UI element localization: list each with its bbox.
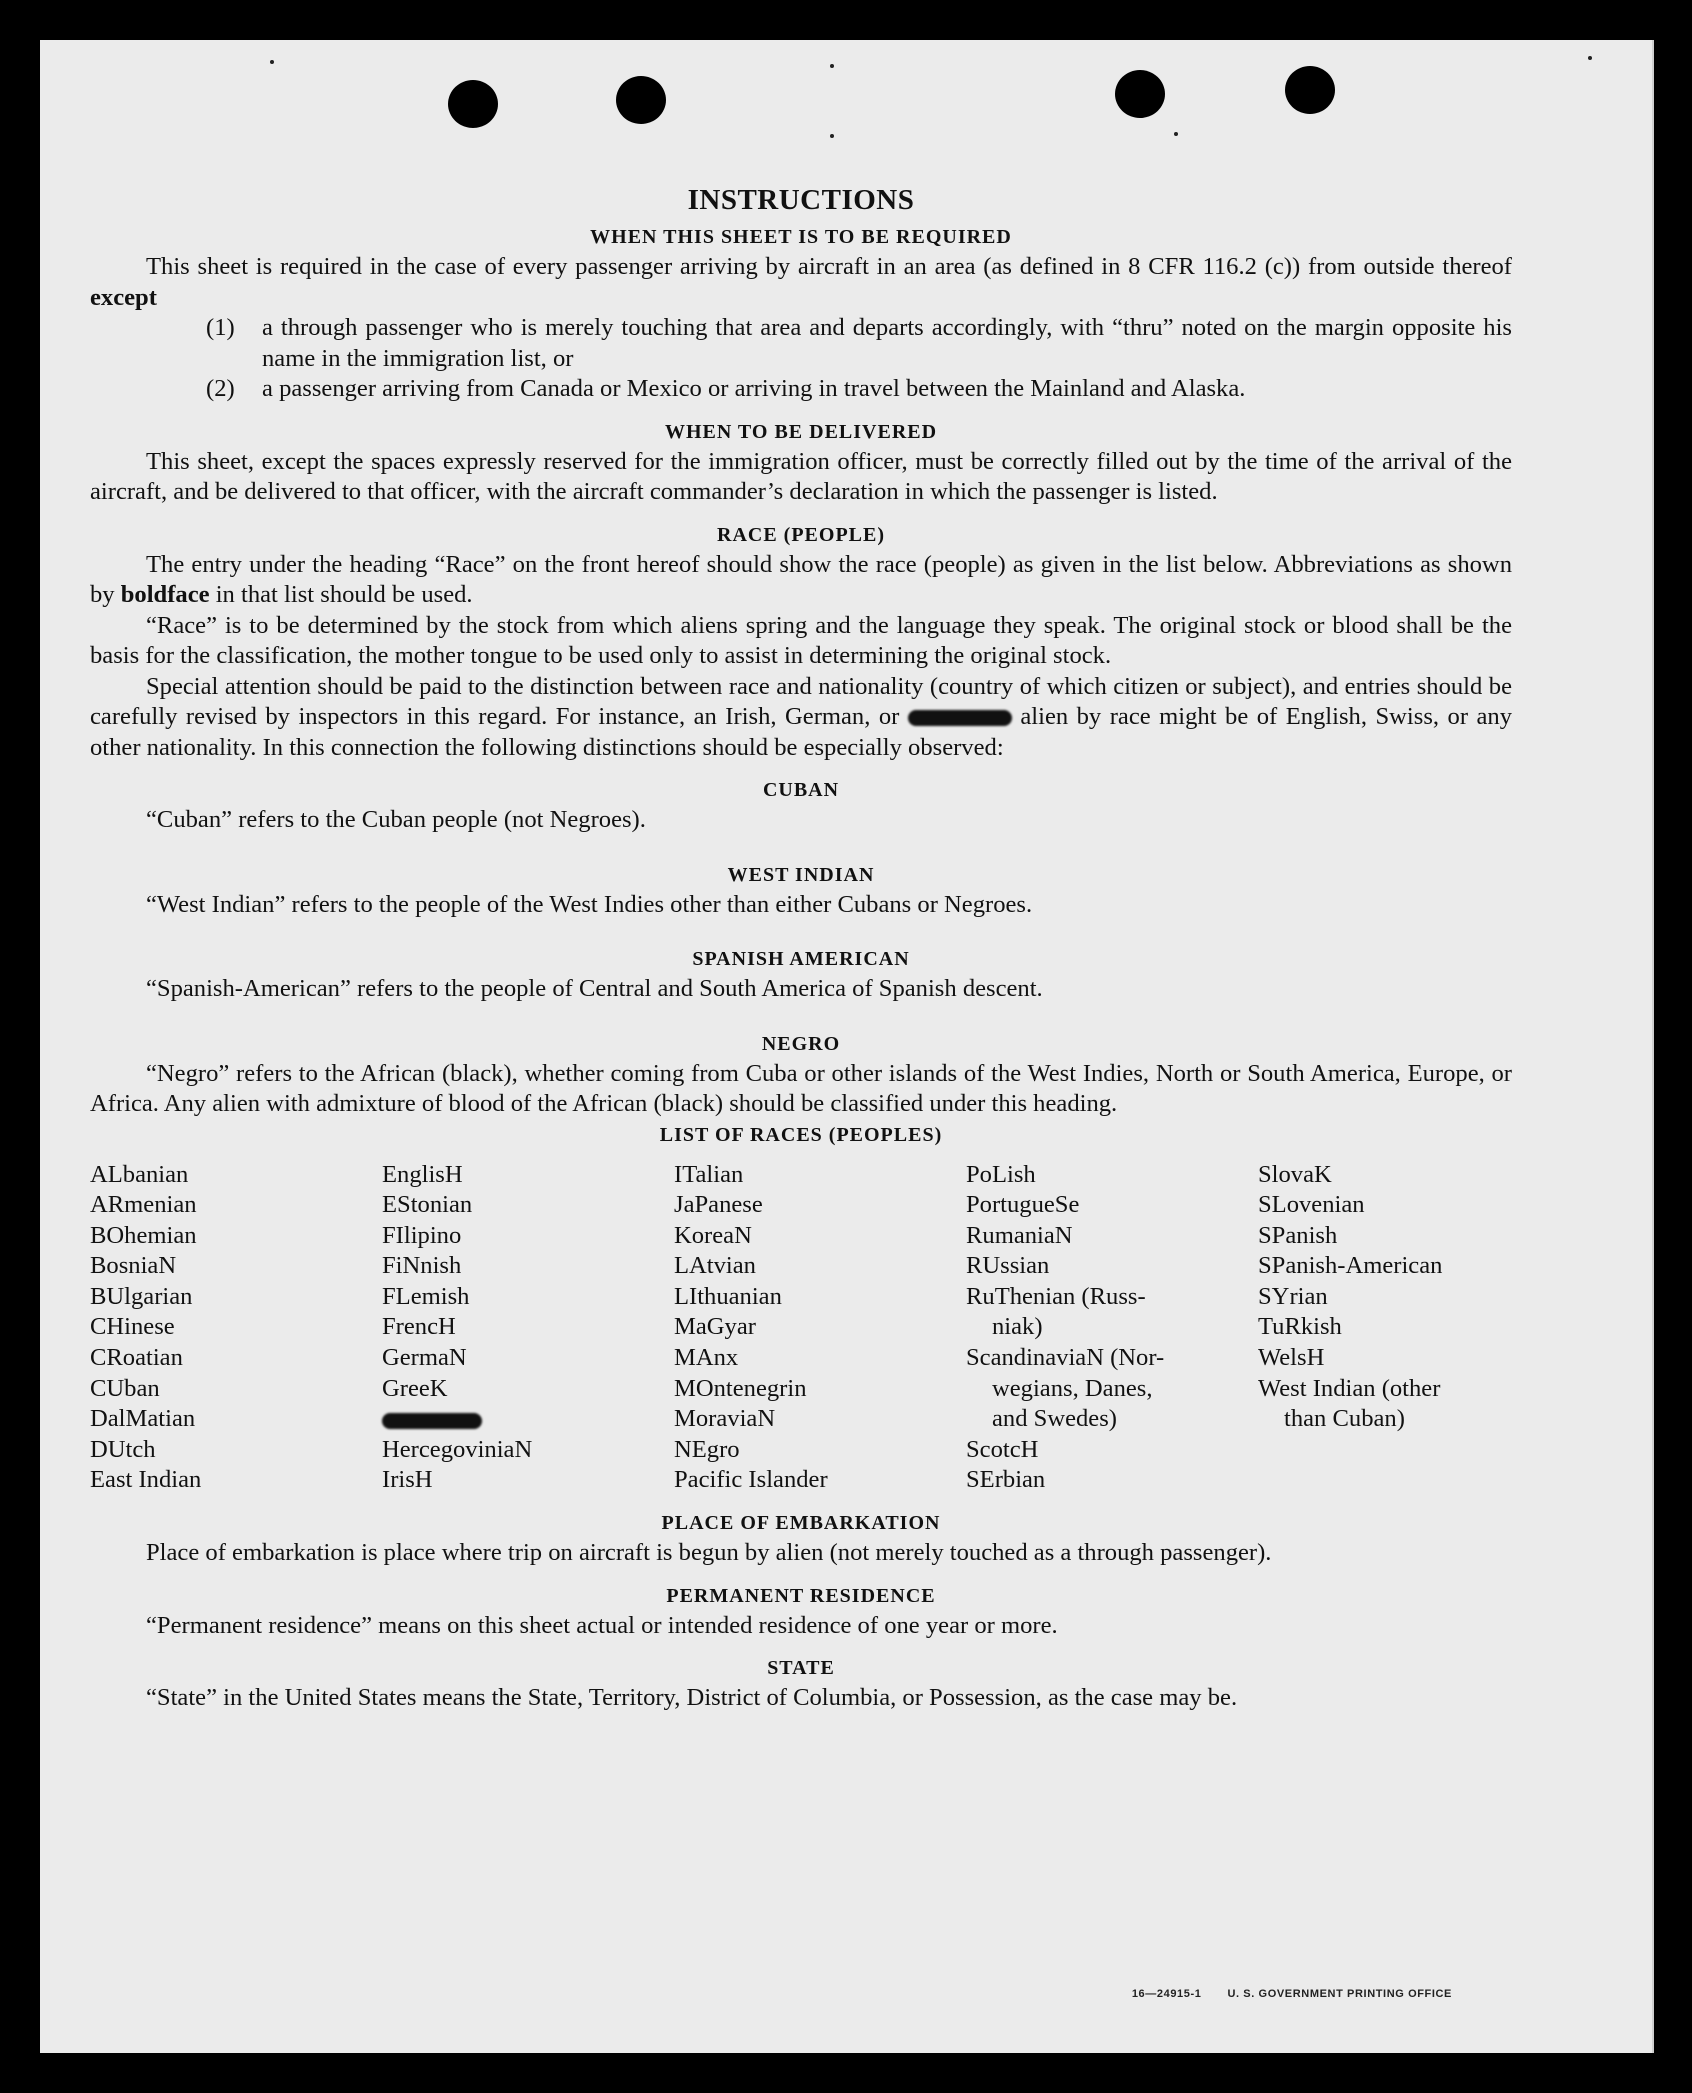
race-entry: ALbanian [90, 1160, 189, 1188]
printer-name: U. S. GOVERNMENT PRINTING OFFICE [1227, 1988, 1452, 2000]
race-entry: SLovenian [1258, 1191, 1365, 1219]
delivered-text: This sheet, except the spaces expressly reserved for the immigration officer, must be correctly filled out by the time of the arrival of the aircraft, and be delivered to that officer, with the aircraft commander’s declaration in which the passenger is listed. [90, 447, 1512, 505]
race-p1-end: in that list should be used. [215, 581, 473, 608]
punch-hole [616, 76, 666, 124]
negro-text: “Negro” refers to the African (black), whether coming from Cuba or other islands of the West Indies, North or South America, Europe, or Africa. Any alien with admixture of blood of the African (black) should be classified under this heading. [90, 1059, 1512, 1117]
spanish-american-text: “Spanish-American” refers to the people of Central and South America of Spanish descent. [146, 975, 1043, 1002]
item-number: (2) [206, 375, 235, 402]
race-paragraph-3 [90, 672, 1512, 764]
heading-list-of-races: LIST OF RACES (PEOPLES) [659, 1123, 943, 1146]
race-entry: CUban [90, 1374, 160, 1402]
page-title: INSTRUCTIONS [687, 184, 915, 216]
race-entry: SPanish [1258, 1221, 1338, 1249]
heading-when-required: WHEN THIS SHEET IS TO BE REQUIRED [590, 226, 1012, 248]
race-entry: FrencH [382, 1313, 456, 1341]
race-entry: PortugueSe [966, 1191, 1080, 1219]
heading-cuban: CUBAN [762, 779, 840, 801]
race-entry: KoreaN [674, 1221, 752, 1249]
race-entry: ARmenian [90, 1191, 197, 1219]
race-entry: GreeK [382, 1374, 448, 1402]
required-intro-emphasis: except [90, 283, 157, 311]
heading-place-of-embarkation: PLACE OF EMBARKATION [661, 1512, 941, 1535]
required-intro [90, 252, 1512, 313]
race-entry: CRoatian [90, 1344, 183, 1372]
race-entry: TuRkish [1258, 1313, 1342, 1341]
race-entry: West Indian (other [1258, 1374, 1441, 1402]
redaction-mark [382, 1413, 482, 1429]
race-paragraph-1 [90, 550, 1512, 611]
race-entry: East Indian [90, 1466, 202, 1494]
speck [830, 64, 834, 68]
race-entry: BUlgarian [90, 1282, 193, 1310]
punch-hole [1115, 70, 1165, 118]
item-number: (1) [206, 314, 235, 341]
race-entry-continued: niak) [992, 1313, 1043, 1341]
race-entry: PoLish [966, 1160, 1036, 1188]
race-entry: MOntenegrin [674, 1374, 807, 1402]
race-entry: RUssian [966, 1252, 1050, 1280]
races-list [90, 1160, 1512, 1497]
race-entry: MAnx [674, 1344, 739, 1372]
west-indian-text: “West Indian” refers to the people of the West Indies other than either Cubans or Negroes. [146, 890, 1033, 918]
races-column-1 [90, 1160, 382, 1497]
race-entry-continued: than Cuban) [1284, 1405, 1405, 1433]
race-entry: IrisH [382, 1466, 433, 1494]
cuban-text: “Cuban” refers to the Cuban people (not Negroes). [146, 806, 646, 833]
redaction-mark [908, 710, 1012, 726]
required-item-1 [206, 313, 1512, 374]
races-column-3 [674, 1160, 966, 1497]
race-entry: Pacific Islander [674, 1466, 828, 1494]
race-p1-emphasis: boldface [120, 581, 210, 608]
punch-hole [1285, 66, 1335, 114]
race-entry: FiNnish [382, 1252, 462, 1280]
race-entry: DUtch [90, 1435, 156, 1463]
item-text: a through passenger who is merely touching that area and departs accordingly, with “thru” noted on the margin opposite his name in the immigration list, or [262, 314, 1512, 372]
heading-state: STATE [767, 1657, 835, 1680]
race-entry: ScotcH [966, 1435, 1039, 1463]
race-entry: SErbian [966, 1466, 1046, 1494]
heading-spanish-american: SPANISH AMERICAN [692, 948, 910, 970]
race-entry: GermaN [382, 1344, 467, 1372]
race-p3-start: Special attention should be paid to the distinction between race and nationality (country of which citizen or subject), and entries should be carefully revised by inspectors in this regard. For instance, an Irish, German, or [90, 672, 1512, 730]
race-entry-redacted [382, 1404, 674, 1435]
heading-when-delivered: WHEN TO BE DELIVERED [664, 420, 938, 443]
item-text: a passenger arriving from Canada or Mexico or arriving in travel between the Mainland and Alaska. [262, 375, 1246, 402]
race-entry: DalMatian [90, 1405, 196, 1433]
race-p1-start: The entry under the heading “Race” on the front hereof should show the race (people) as given in the list below. Abbreviations as shown by [90, 550, 1512, 608]
race-entry: FLemish [382, 1282, 470, 1310]
races-column-2 [382, 1160, 674, 1497]
printer-footer [1132, 1988, 1452, 2000]
race-entry: ScandinaviaN (Nor- [966, 1344, 1165, 1372]
race-entry: SYrian [1258, 1282, 1328, 1310]
race-entry: BOhemian [90, 1221, 197, 1249]
heading-negro: NEGRO [761, 1032, 841, 1055]
race-entry: MaGyar [674, 1313, 756, 1341]
race-entry-continued: wegians, Danes, [992, 1374, 1153, 1402]
race-entry: EnglisH [382, 1160, 463, 1188]
speck [1174, 132, 1178, 136]
races-column-5 [1258, 1160, 1512, 1497]
race-entry: RumaniaN [966, 1221, 1073, 1249]
heading-permanent-residence: PERMANENT RESIDENCE [666, 1584, 936, 1607]
form-number: 16—24915-1 [1131, 1988, 1202, 2000]
race-entry: HercegoviniaN [382, 1435, 533, 1463]
heading-west-indian: WEST INDIAN [727, 863, 875, 886]
race-entry: BosniaN [90, 1252, 177, 1280]
speck [270, 60, 274, 64]
race-entry: LAtvian [674, 1252, 756, 1280]
speck [1588, 56, 1592, 60]
race-entry: RuThenian (Russ- [966, 1282, 1146, 1310]
race-paragraph-2: “Race” is to be determined by the stock from which aliens spring and the language they speak. The original stock or blood shall be the basis for the classification, the mother tongue to be used only to assist in determining the original stock. [90, 611, 1512, 669]
race-entry: LIthuanian [674, 1282, 782, 1310]
race-entry: EStonian [382, 1191, 473, 1219]
race-entry: NEgro [674, 1435, 740, 1463]
race-entry: SlovaK [1258, 1160, 1332, 1188]
race-p3-end: alien by race might be of English, Swiss, or any other nationality. In this connection the following distinctions should be especially observed: [90, 703, 1513, 761]
race-entry: JaPanese [674, 1191, 763, 1219]
races-column-4 [966, 1160, 1258, 1497]
required-item-2 [206, 374, 1512, 405]
residence-text: “Permanent residence” means on this sheet actual or intended residence of one year or more. [146, 1611, 1058, 1639]
race-entry: MoraviaN [674, 1405, 776, 1433]
state-text: “State” in the United States means the State, Territory, District of Columbia, or Possession, as the case may be. [146, 1684, 1238, 1712]
race-entry: ITalian [674, 1160, 744, 1188]
instructions-content [90, 180, 1512, 1714]
heading-race: RACE (PEOPLE) [717, 523, 885, 546]
race-entry: SPanish-American [1258, 1252, 1443, 1280]
race-entry: CHinese [90, 1313, 175, 1341]
race-entry: WelsH [1258, 1344, 1325, 1372]
speck [830, 134, 834, 138]
required-intro-text: This sheet is required in the case of every passenger arriving by aircraft in an area (as defined in 8 CFR 116.2 (c)) from outside thereof [146, 253, 1512, 280]
race-entry: FIlipino [382, 1221, 462, 1249]
document-page [40, 40, 1654, 2053]
race-entry-continued: and Swedes) [992, 1405, 1117, 1433]
punch-hole [448, 80, 498, 128]
embarkation-text: Place of embarkation is place where trip on aircraft is begun by alien (not merely touched as a through passenger). [146, 1539, 1272, 1567]
